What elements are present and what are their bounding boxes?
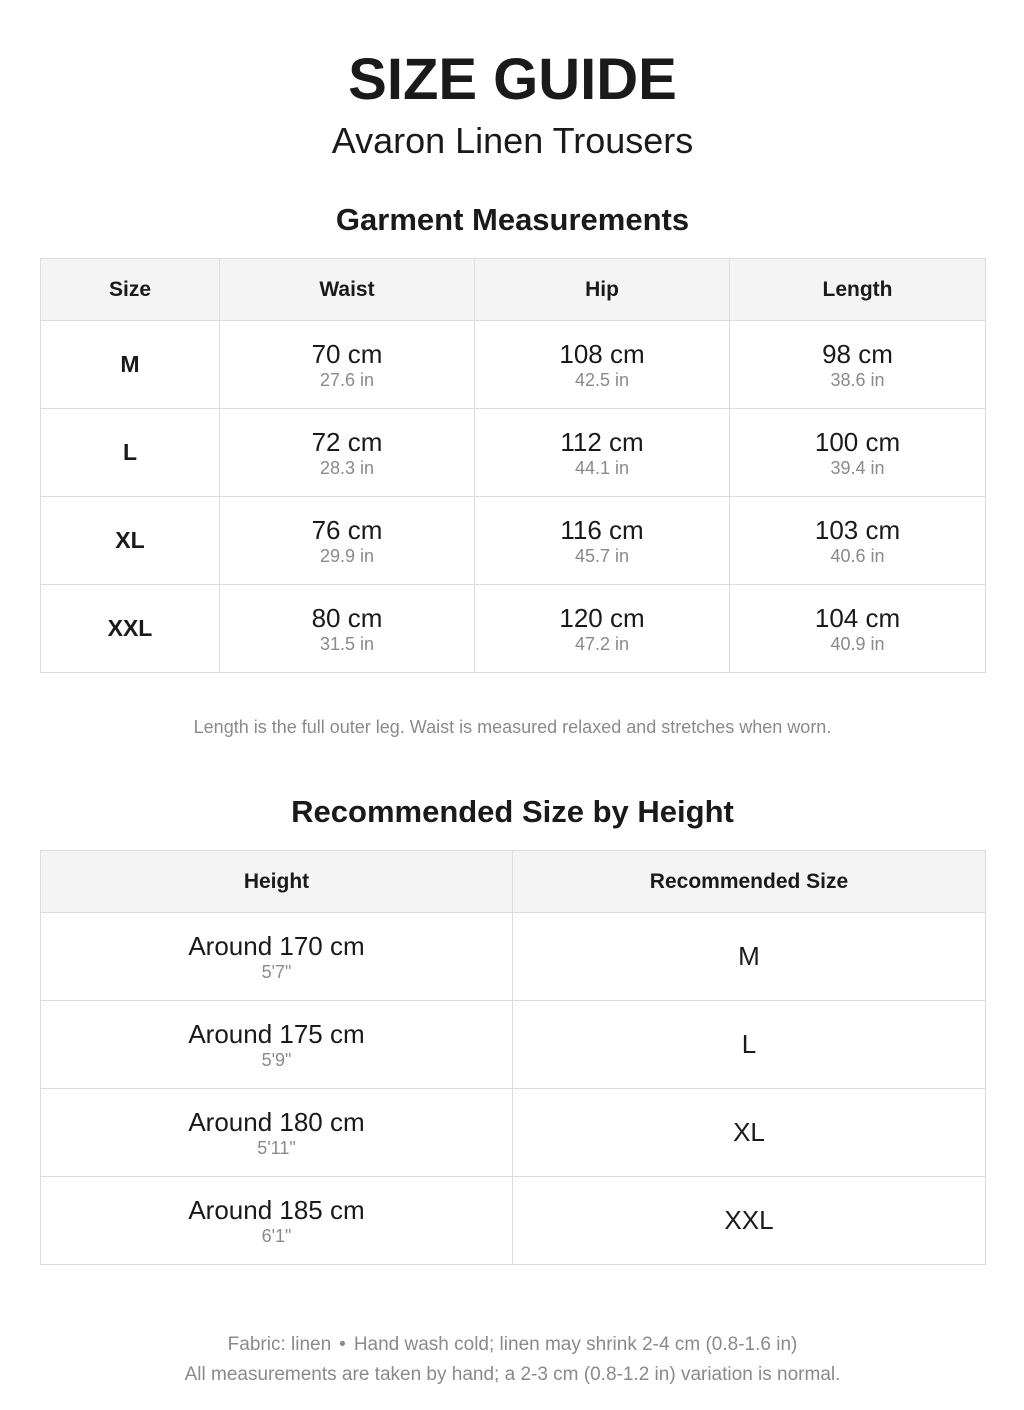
length-cell <box>730 497 986 585</box>
height-ft: 5'11" <box>257 1137 296 1158</box>
length-cm: 100 cm <box>814 426 901 457</box>
garment-measurements-table <box>40 258 986 673</box>
hip-cm: 116 cm <box>560 514 644 545</box>
height-cm: Around 175 cm <box>188 1018 365 1049</box>
size-label: XL <box>41 497 220 585</box>
waist-in: 31.5 in <box>319 633 375 654</box>
garment-section-title: Garment Measurements <box>335 202 690 237</box>
recommended-size: M <box>513 913 986 1001</box>
length-in: 40.9 in <box>830 633 885 654</box>
height-ft: 6'1" <box>261 1225 292 1246</box>
length-cell <box>730 409 986 497</box>
hip-cell <box>475 585 730 673</box>
product-name: Avaron Linen Trousers <box>331 120 694 161</box>
bullet-separator: • <box>339 1334 346 1355</box>
height-ft: 5'7" <box>261 961 292 982</box>
table-header-row <box>41 259 986 321</box>
waist-in: 29.9 in <box>319 545 375 566</box>
height-section-title: Recommended Size by Height <box>291 794 734 829</box>
waist-in: 28.3 in <box>319 457 375 478</box>
waist-cell <box>220 409 475 497</box>
recommended-size: XXL <box>513 1177 986 1265</box>
height-cm: Around 170 cm <box>188 930 365 961</box>
care-info <box>40 1333 985 1357</box>
recommended-size: L <box>513 1001 986 1089</box>
table-row <box>41 913 986 1001</box>
hip-cell <box>475 321 730 409</box>
height-cell <box>41 1001 513 1089</box>
column-header-size: Size <box>41 259 220 321</box>
height-ft: 5'9" <box>261 1049 292 1070</box>
length-cm: 98 cm <box>822 338 893 369</box>
size-label: L <box>41 409 220 497</box>
height-cm: Around 185 cm <box>188 1194 365 1225</box>
measurement-note: Length is the full outer leg. Waist is measured relaxed and stretches when worn. <box>193 717 832 737</box>
table-row <box>41 1089 986 1177</box>
table-row <box>41 409 986 497</box>
length-in: 40.6 in <box>830 545 885 566</box>
waist-cm: 72 cm <box>311 426 383 457</box>
waist-cm: 76 cm <box>311 514 383 545</box>
length-cm: 103 cm <box>814 514 901 545</box>
measurement-disclaimer: All measurements are taken by hand; a 2-3 cm (0.8-1.2 in) variation is normal. <box>184 1364 841 1385</box>
column-header-recommended-size: Recommended Size <box>513 851 986 913</box>
column-header-waist: Waist <box>220 259 475 321</box>
length-cell <box>730 585 986 673</box>
hip-cm: 112 cm <box>560 426 644 457</box>
hip-in: 42.5 in <box>574 369 630 390</box>
size-label: M <box>41 321 220 409</box>
table-row <box>41 321 986 409</box>
waist-in: 27.6 in <box>319 369 375 390</box>
table-row <box>41 1177 986 1265</box>
length-in: 39.4 in <box>830 457 885 478</box>
column-header-height: Height <box>41 851 513 913</box>
height-cell <box>41 1089 513 1177</box>
waist-cm: 70 cm <box>311 338 383 369</box>
length-in: 38.6 in <box>830 369 885 390</box>
table-header-row <box>41 851 986 913</box>
page-title: SIZE GUIDE <box>348 47 677 112</box>
size-label: XXL <box>41 585 220 673</box>
hip-cm: 120 cm <box>559 602 645 633</box>
table-row <box>41 585 986 673</box>
hip-in: 45.7 in <box>574 545 630 566</box>
waist-cell <box>220 585 475 673</box>
length-cell <box>730 321 986 409</box>
height-cell <box>41 1177 513 1265</box>
hip-cell <box>475 409 730 497</box>
hip-cell <box>475 497 730 585</box>
length-cm: 104 cm <box>814 602 901 633</box>
hip-in: 44.1 in <box>574 457 630 478</box>
waist-cell <box>220 497 475 585</box>
column-header-length: Length <box>730 259 986 321</box>
fabric-info: Fabric: linen <box>227 1334 332 1355</box>
height-recommendation-table <box>40 850 986 1265</box>
column-header-hip: Hip <box>475 259 730 321</box>
hip-in: 47.2 in <box>574 633 630 654</box>
waist-cm: 80 cm <box>311 602 383 633</box>
height-cell <box>41 913 513 1001</box>
waist-cell <box>220 321 475 409</box>
height-cm: Around 180 cm <box>188 1106 365 1137</box>
hip-cm: 108 cm <box>559 338 645 369</box>
wash-info: Hand wash cold; linen may shrink 2-4 cm (0.8-1.6 in) <box>353 1334 798 1355</box>
recommended-size: XL <box>513 1089 986 1177</box>
table-row <box>41 497 986 585</box>
table-row <box>41 1001 986 1089</box>
